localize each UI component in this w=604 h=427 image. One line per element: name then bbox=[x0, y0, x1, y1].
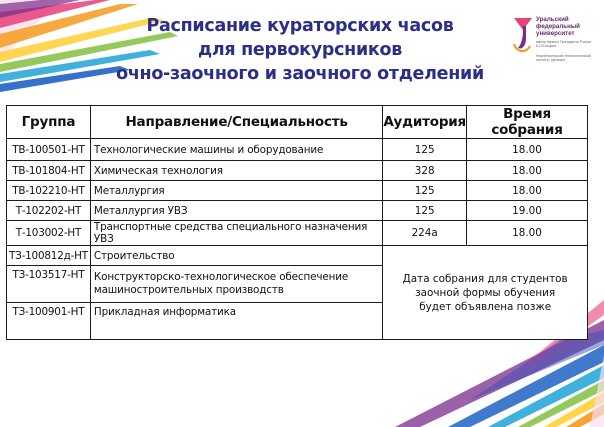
table-row bbox=[7, 161, 588, 181]
page-title bbox=[110, 14, 490, 86]
title-line-2: для первокурсников bbox=[198, 40, 402, 60]
group-cell: Т-102202-НТ bbox=[7, 201, 91, 221]
header-group: Группа bbox=[7, 106, 91, 139]
direction-cell: Прикладная информатика bbox=[90, 303, 382, 340]
group-cell: ТВ-100501-НТ bbox=[7, 139, 91, 161]
direction-cell: Конструкторско-технологическое обеспечение машиностроительных производств bbox=[90, 266, 382, 303]
direction-cell: Строительство bbox=[90, 246, 382, 266]
table-row bbox=[7, 139, 588, 161]
correspondence-note: Дата собрания для студентов заочной формы обучения будет объявлена позже bbox=[383, 246, 588, 340]
room-cell: 328 bbox=[383, 161, 467, 181]
room-cell: 224а bbox=[383, 221, 467, 246]
header-direction: Направление/Специальность bbox=[90, 106, 382, 139]
urfu-logo-icon bbox=[512, 16, 534, 56]
logo-line-2: федеральный bbox=[536, 23, 580, 30]
room-cell: 125 bbox=[383, 181, 467, 201]
logo-name bbox=[536, 16, 580, 37]
group-cell: ТЗ-100812д-НТ bbox=[7, 246, 91, 266]
table-row bbox=[7, 201, 588, 221]
logo-institute: Нижнетагильский технологический институт (филиал) bbox=[536, 54, 591, 62]
logo-line-1: Уральский bbox=[536, 16, 569, 23]
group-cell: ТВ-101804-НТ bbox=[7, 161, 91, 181]
group-cell: ТВ-102210-НТ bbox=[7, 181, 91, 201]
table-row bbox=[7, 181, 588, 201]
title-line-3: очно-заочного и заочного отделений bbox=[116, 64, 484, 84]
direction-cell: Металлургия bbox=[90, 181, 382, 201]
time-cell: 18.00 bbox=[467, 221, 588, 246]
header-room: Аудитория bbox=[383, 106, 467, 139]
logo-subtitle: имени первого Президента России Б.Н.Ельцина bbox=[536, 40, 591, 48]
time-cell: 18.00 bbox=[467, 161, 588, 181]
direction-cell: Химическая технология bbox=[90, 161, 382, 181]
header-time: Время собрания bbox=[467, 106, 588, 139]
university-logo bbox=[512, 14, 602, 76]
direction-cell: Технологические машины и оборудование bbox=[90, 139, 382, 161]
group-cell: ТЗ-100901-НТ bbox=[7, 303, 91, 340]
table-row bbox=[7, 221, 588, 246]
direction-cell: Металлургия УВЗ bbox=[90, 201, 382, 221]
time-cell: 18.00 bbox=[467, 139, 588, 161]
group-cell: ТЗ-103517-НТ bbox=[7, 266, 91, 303]
title-line-1: Расписание кураторских часов bbox=[146, 16, 454, 36]
room-cell: 125 bbox=[383, 201, 467, 221]
time-cell: 19.00 bbox=[467, 201, 588, 221]
schedule-table bbox=[6, 105, 588, 340]
direction-cell: Транспортные средства специального назначения УВЗ bbox=[90, 221, 382, 246]
table-row bbox=[7, 246, 588, 266]
logo-line-3: университет bbox=[536, 30, 575, 37]
table-header-row bbox=[7, 106, 588, 139]
room-cell: 125 bbox=[383, 139, 467, 161]
time-cell: 18.00 bbox=[467, 181, 588, 201]
group-cell: Т-103002-НТ bbox=[7, 221, 91, 246]
